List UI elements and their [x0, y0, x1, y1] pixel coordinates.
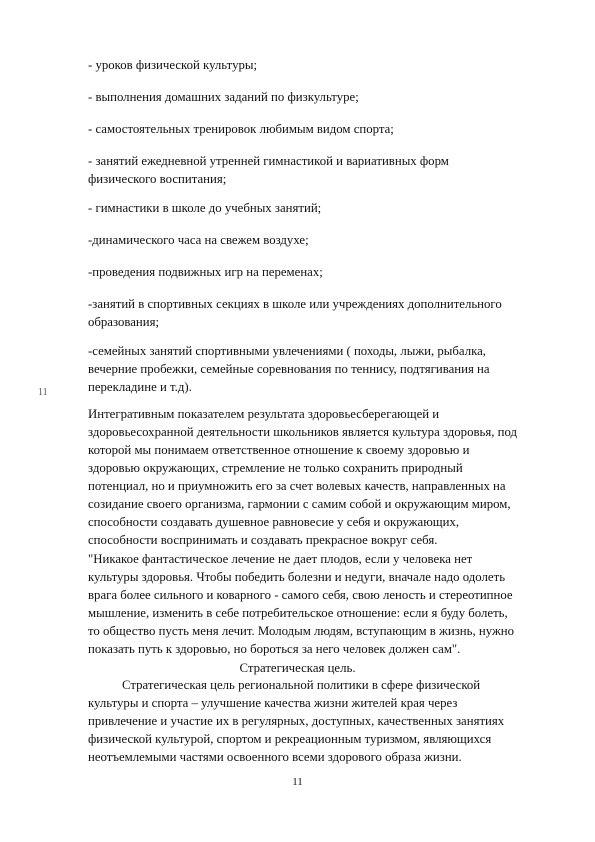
- quote-line: врага более сильного и коварного - самого себя, свою леность и стереотипное: [88, 588, 513, 602]
- list-item-line: - уроков физической культуры;: [88, 58, 258, 72]
- quote-line: мышление, изменить в себе потребительское отношение: если я буду болеть,: [88, 606, 508, 620]
- list-item: [88, 152, 562, 188]
- quote-line: культуры здоровья. Чтобы победить болезни и недуги, вначале надо одолеть: [88, 570, 506, 584]
- paragraph-line: неотъемлемыми частями освоенного всеми здорового образа жизни.: [88, 750, 462, 764]
- list-item: [88, 263, 562, 281]
- paragraph-line: привлечение и участие их в регулярных, доступных, качественных занятиях: [88, 714, 505, 728]
- list-item: [88, 295, 562, 331]
- quote-line: показать путь к здоровью, но бороться за него человек должен сам".: [88, 642, 461, 656]
- integrative-paragraph: [88, 405, 562, 549]
- paragraph-line: потенциал, но и приумножить его за счет волевых качеств, направленных на: [88, 479, 506, 493]
- quote-line: то общество пусть меня лечит. Молодым людям, вступающим в жизнь, нужно: [88, 624, 515, 638]
- list-item-line: физического воспитания;: [88, 172, 227, 186]
- quote-paragraph: [88, 550, 562, 658]
- paragraph-line: культуры и спорта – улучшение качества жизни жителей края через: [88, 696, 458, 710]
- paragraph-line: способности воспринимать и создавать прекрасное вокруг себя.: [88, 533, 438, 547]
- list-item-line: - самостоятельных тренировок любимым видом спорта;: [88, 122, 394, 136]
- list-item-line: - занятий ежедневной утренней гимнастикой и вариативных форм: [88, 154, 449, 168]
- strategic-paragraph: [88, 676, 562, 766]
- paragraph-line: Стратегическая цель региональной политики в сфере физической: [122, 678, 481, 692]
- list-item: [88, 199, 562, 217]
- list-item-line: перекладине и т.д).: [88, 380, 192, 394]
- paragraph-line: физической культурой, спортом и рекреационным туризмом, являющихся: [88, 732, 492, 746]
- list-item: [88, 88, 562, 106]
- list-item-line: образования;: [88, 315, 160, 329]
- page-number: 11: [292, 776, 303, 788]
- paragraph-line: здоровьесохранной деятельности школьников является культура здоровья, под: [88, 425, 518, 439]
- list-item: [88, 120, 562, 138]
- list-item-line: -занятий в спортивных секциях в школе или учреждениях дополнительного: [88, 297, 502, 311]
- list-item: [88, 56, 562, 74]
- list-item-line: -проведения подвижных игр на переменах;: [88, 265, 323, 279]
- list-item: [88, 231, 562, 249]
- list-item: [88, 342, 562, 396]
- paragraph-line: способности создавать душевное равновесие у себя и окружающих,: [88, 515, 460, 529]
- list-item-line: -семейных занятий спортивными увлечениями ( походы, лыжи, рыбалка,: [88, 344, 486, 358]
- paragraph-line: которой мы понимаем ответственное отношение к своему здоровью и: [88, 443, 470, 457]
- paragraph-line: созидание своего организма, гармонии с самим собой и окружающим миром,: [88, 497, 511, 511]
- list-item-line: - гимнастики в школе до учебных занятий;: [88, 201, 322, 215]
- margin-page-number: 11: [38, 387, 48, 398]
- section-heading: Стратегическая цель.: [239, 661, 356, 675]
- list-item-line: вечерние пробежки, семейные соревнования по теннису, подтягивания на: [88, 362, 490, 376]
- list-item-line: - выполнения домашних заданий по физкультуре;: [88, 90, 359, 104]
- paragraph-line: здоровью окружающих, стремление не только сохранить природный: [88, 461, 463, 475]
- list-item-line: -динамического часа на свежем воздухе;: [88, 233, 309, 247]
- quote-line: "Никакое фантастическое лечение не дает плодов, если у человека нет: [88, 552, 473, 566]
- paragraph-line: Интегративным показателем результата здоровьесберегающей и: [88, 407, 440, 421]
